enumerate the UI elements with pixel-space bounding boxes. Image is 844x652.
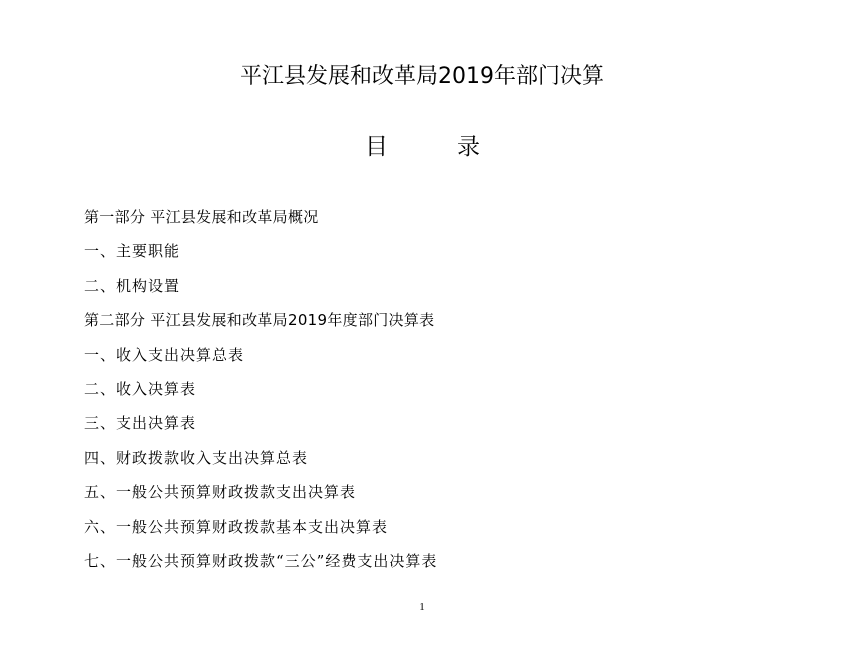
document-title: 平江县发展和改革局2019年部门决算 (240, 64, 604, 89)
toc-part-2: 第二部分 平江县发展和改革局2019年度部门决算表 (84, 311, 435, 330)
toc-part-1: 第一部分 平江县发展和改革局概况 (84, 208, 319, 226)
toc-item: 三、支出决算表 (84, 414, 197, 433)
toc-item: 六、一般公共预算财政拨款基本支出决算表 (84, 517, 389, 536)
table-of-contents (84, 203, 437, 581)
toc-item: 七、一般公共预算财政拨款“三公”经费支出决算表 (84, 551, 438, 570)
toc-heading-char-1: 目 (365, 134, 388, 160)
toc-item: 二、机构设置 (84, 276, 181, 295)
toc-item: 一、收入支出决算总表 (84, 345, 245, 364)
toc-item: 五、一般公共预算财政拨款支出决算表 (84, 483, 357, 502)
page-number: 1 (419, 601, 425, 613)
toc-item: 二、收入决算表 (84, 379, 197, 398)
toc-heading (0, 132, 844, 162)
toc-item: 一、主要职能 (84, 242, 181, 261)
toc-item: 四、财政拨款收入支出决算总表 (84, 448, 309, 467)
toc-heading-char-2: 录 (457, 134, 480, 160)
